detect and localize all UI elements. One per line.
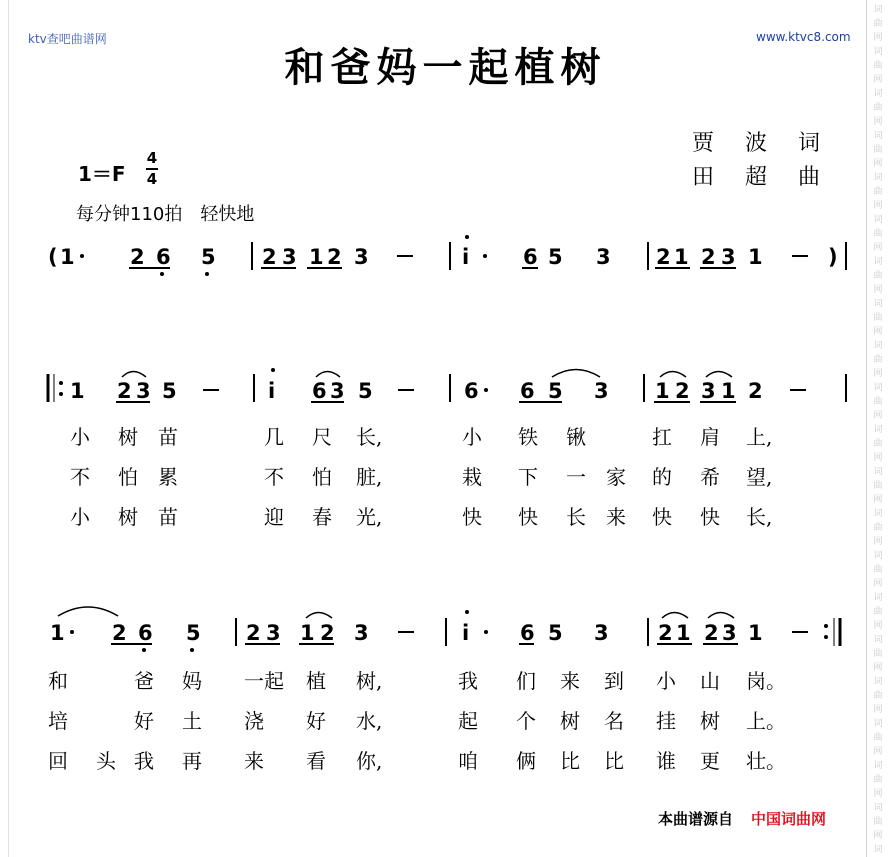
watermark-char: 网: [873, 369, 883, 379]
svg-text:1: 1: [748, 621, 763, 645]
svg-text:1: 1: [676, 621, 691, 645]
watermark-char: 网: [873, 579, 883, 589]
watermark-char: 词: [873, 845, 883, 855]
lyric-syllable: 到: [604, 669, 624, 693]
svg-text:3: 3: [594, 621, 609, 645]
lyric-syllable: 浇: [244, 709, 264, 733]
svg-text:5: 5: [162, 379, 177, 403]
svg-text:5: 5: [548, 245, 563, 269]
lyric-syllable: 希: [700, 465, 720, 489]
watermark-char: 曲: [873, 775, 883, 785]
watermark-char: 曲: [873, 649, 883, 659]
lyric-syllable: 挂: [656, 709, 676, 733]
watermark-char: 曲: [873, 103, 883, 113]
line1-lyrics: [70, 425, 772, 529]
watermark-char: 曲: [873, 565, 883, 575]
lyric-syllable: 我: [134, 749, 154, 773]
svg-text:2: 2: [656, 245, 671, 269]
lyric-syllable: 和: [48, 669, 68, 693]
lyric-syllable: 来: [244, 749, 264, 773]
watermark-char: 词: [873, 677, 883, 687]
line2-lyrics: [48, 669, 786, 773]
svg-text:5: 5: [186, 621, 201, 645]
lyric-syllable: 树: [700, 709, 720, 733]
watermark-char: 词: [873, 299, 883, 309]
watermark-char: 曲: [873, 313, 883, 323]
lyric-syllable: 小: [70, 505, 90, 529]
watermark-char: 词: [873, 761, 883, 771]
svg-text:2: 2: [327, 245, 342, 269]
lyric-syllable: 咱: [458, 749, 478, 773]
svg-text:3: 3: [594, 379, 609, 403]
lyric-syllable: 岗。: [746, 669, 786, 693]
svg-text:2: 2: [658, 621, 673, 645]
watermark-char: 网: [873, 285, 883, 295]
lyric-syllable: 肩: [700, 425, 720, 449]
svg-text:3: 3: [266, 621, 281, 645]
lyric-syllable: 更: [700, 749, 720, 773]
lyric-syllable: 小: [70, 425, 90, 449]
watermark-char: 曲: [873, 355, 883, 365]
lyric-syllable: 一: [566, 465, 586, 489]
lyric-syllable: 们: [516, 669, 536, 693]
intro-staff: [48, 235, 846, 276]
watermark-char: 词: [873, 341, 883, 351]
watermark-char: 网: [873, 243, 883, 253]
svg-text:2: 2: [701, 245, 716, 269]
watermark-char: 词: [873, 383, 883, 393]
svg-text:1: 1: [674, 245, 689, 269]
lyric-syllable: 不: [264, 465, 284, 489]
lyric-syllable: 来: [606, 505, 626, 529]
watermark-char: 曲: [873, 271, 883, 281]
svg-text:3: 3: [354, 621, 369, 645]
watermark-char: 网: [873, 75, 883, 85]
svg-text:6: 6: [312, 379, 327, 403]
svg-text:2: 2: [262, 245, 277, 269]
svg-text:2: 2: [675, 379, 690, 403]
watermark-char: 词: [873, 551, 883, 561]
lyric-syllable: 快: [462, 505, 482, 529]
lyric-syllable: 名: [604, 709, 624, 733]
watermark-char: 词: [873, 803, 883, 813]
lyric-syllable: 树: [560, 709, 580, 733]
watermark-char: 网: [873, 117, 883, 127]
svg-text:6: 6: [138, 621, 153, 645]
svg-text:3: 3: [354, 245, 369, 269]
svg-text:6: 6: [156, 245, 171, 269]
key-signature: 1＝F: [78, 162, 126, 186]
svg-text:6: 6: [464, 379, 479, 403]
lyric-syllable: 累: [158, 465, 178, 489]
svg-text:2: 2: [130, 245, 145, 269]
lyric-syllable: 上,: [746, 425, 773, 449]
watermark-char: 词: [873, 425, 883, 435]
lyric-syllable: 好: [306, 709, 326, 733]
lyric-syllable: 苗: [158, 425, 178, 449]
watermark-char: 网: [873, 495, 883, 505]
svg-text:2: 2: [704, 621, 719, 645]
lyric-syllable: 比: [604, 749, 624, 773]
watermark-char: 词: [873, 5, 883, 15]
svg-text:3: 3: [721, 245, 736, 269]
lyric-syllable: 树: [118, 425, 138, 449]
lyric-syllable: 怕: [312, 465, 332, 489]
lyric-syllable: 好: [134, 709, 154, 733]
site-left-label: ktv查吧曲谱网: [28, 32, 107, 46]
source-footer: [658, 808, 826, 829]
watermark-char: 网: [873, 159, 883, 169]
lyric-syllable: 头: [96, 749, 116, 773]
watermark-char: 词: [873, 635, 883, 645]
watermark-char: 网: [873, 789, 883, 799]
svg-text:6: 6: [520, 621, 535, 645]
lyric-syllable: 不: [70, 465, 90, 489]
lyric-syllable: 小: [656, 669, 676, 693]
lyric-syllable: 迎: [264, 505, 284, 529]
watermark-char: 曲: [873, 229, 883, 239]
lyric-syllable: 下: [518, 465, 538, 489]
time-sig-top: 4: [146, 149, 158, 167]
lyric-syllable: 植: [306, 669, 326, 693]
watermark-char: 网: [873, 33, 883, 43]
svg-text:1: 1: [655, 379, 670, 403]
lyric-syllable: 快: [700, 505, 720, 529]
lyric-syllable: 培: [48, 709, 68, 733]
lyric-syllable: 来: [560, 669, 580, 693]
svg-text:): ): [828, 245, 838, 269]
svg-text:6: 6: [520, 379, 535, 403]
svg-text:6: 6: [523, 245, 538, 269]
lyric-syllable: 上。: [746, 709, 786, 733]
watermark-char: 词: [873, 467, 883, 477]
source-label: 本曲谱源自: [658, 810, 734, 828]
svg-text:3: 3: [330, 379, 345, 403]
watermark-char: 词: [873, 257, 883, 267]
svg-text:1: 1: [721, 379, 736, 403]
line2-staff: [50, 607, 840, 652]
watermark-char: 曲: [873, 481, 883, 491]
lyric-syllable: 树: [118, 505, 138, 529]
svg-text:2: 2: [117, 379, 132, 403]
watermark-char: 曲: [873, 523, 883, 533]
lyric-syllable: 铁: [518, 425, 538, 449]
watermark-char: 曲: [873, 61, 883, 71]
watermark-char: 网: [873, 327, 883, 337]
lyric-syllable: 锹: [566, 425, 586, 449]
lyric-syllable: 壮。: [746, 749, 786, 773]
tempo-marking: 每分钟110拍 轻快地: [76, 204, 255, 225]
watermark-char: 曲: [873, 817, 883, 827]
svg-text:2: 2: [748, 379, 763, 403]
lyric-syllable: 扛: [652, 425, 672, 449]
svg-text:3: 3: [596, 245, 611, 269]
lyric-syllable: 苗: [158, 505, 178, 529]
svg-text:1: 1: [309, 245, 324, 269]
composer-credit: 田 超 曲: [692, 165, 832, 190]
lyric-syllable: 妈: [182, 669, 202, 693]
svg-text:1: 1: [748, 245, 763, 269]
song-title: 和爸妈一起植树: [284, 44, 607, 91]
line1-staff: [48, 368, 846, 403]
watermark-char: 词: [873, 89, 883, 99]
svg-text:i: i: [462, 245, 470, 269]
lyric-syllable: 尺: [312, 425, 332, 449]
svg-text:1: 1: [60, 245, 75, 269]
watermark-char: 曲: [873, 397, 883, 407]
svg-text:5: 5: [358, 379, 373, 403]
lyric-syllable: 光,: [356, 505, 383, 529]
watermark-char: 曲: [873, 691, 883, 701]
lyric-syllable: 俩: [516, 749, 536, 773]
lyric-syllable: 土: [182, 709, 202, 733]
lyric-syllable: 望,: [746, 465, 773, 489]
lyric-syllable: 栽: [462, 465, 482, 489]
svg-text:1: 1: [50, 621, 65, 645]
lyric-syllable: 长: [566, 505, 586, 529]
watermark-char: 词: [873, 173, 883, 183]
lyric-syllable: 再: [182, 749, 202, 773]
lyric-syllable: 你,: [356, 749, 383, 773]
lyric-syllable: 树,: [356, 669, 383, 693]
site-right-url: www.ktvc8.com: [756, 30, 851, 44]
lyric-syllable: 几: [264, 425, 284, 449]
lyric-syllable: 脏,: [356, 465, 383, 489]
lyric-syllable: 看: [306, 749, 326, 773]
watermark-char: 网: [873, 201, 883, 211]
svg-text:5: 5: [548, 621, 563, 645]
svg-text:3: 3: [282, 245, 297, 269]
svg-text:3: 3: [136, 379, 151, 403]
lyric-syllable: 长,: [356, 425, 383, 449]
watermark-char: 曲: [873, 145, 883, 155]
watermark-char: 词: [873, 719, 883, 729]
lyric-syllable: 我: [458, 669, 478, 693]
watermark-char: 曲: [873, 439, 883, 449]
lyric-syllable: 一起: [244, 669, 284, 693]
svg-text:3: 3: [722, 621, 737, 645]
watermark-char: 网: [873, 831, 883, 841]
svg-text:i: i: [268, 379, 276, 403]
lyric-syllable: 回: [48, 749, 68, 773]
svg-text:5: 5: [548, 379, 563, 403]
watermark-char: 网: [873, 663, 883, 673]
watermark-char: 网: [873, 453, 883, 463]
lyric-syllable: 家: [606, 465, 626, 489]
svg-text:3: 3: [701, 379, 716, 403]
svg-text:(: (: [48, 245, 58, 269]
lyric-syllable: 快: [652, 505, 672, 529]
svg-text:2: 2: [320, 621, 335, 645]
lyric-syllable: 水,: [356, 709, 383, 733]
watermark-char: 网: [873, 411, 883, 421]
lyric-syllable: 小: [462, 425, 482, 449]
watermark-char: 词: [873, 593, 883, 603]
watermark-char: 曲: [873, 607, 883, 617]
watermark-char: 词: [873, 509, 883, 519]
lyric-syllable: 长,: [746, 505, 773, 529]
watermark-char: 词: [873, 215, 883, 225]
svg-text:i: i: [462, 621, 470, 645]
lyric-syllable: 个: [516, 709, 536, 733]
watermark-char: 网: [873, 621, 883, 631]
watermark-char: 曲: [873, 733, 883, 743]
lyric-syllable: 谁: [656, 749, 676, 773]
svg-text:2: 2: [112, 621, 127, 645]
watermark-char: 词: [873, 47, 883, 57]
lyric-syllable: 的: [652, 465, 672, 489]
watermark-char: 曲: [873, 187, 883, 197]
watermark-char: 词: [873, 131, 883, 141]
lyric-syllable: 爸: [134, 669, 154, 693]
watermark-char: 曲: [873, 19, 883, 29]
watermark-char: 网: [873, 705, 883, 715]
lyric-syllable: 比: [560, 749, 580, 773]
lyric-syllable: 怕: [118, 465, 138, 489]
svg-text:5: 5: [201, 245, 216, 269]
lyric-syllable: 春: [312, 505, 332, 529]
watermark-char: 网: [873, 747, 883, 757]
svg-text:1: 1: [70, 379, 85, 403]
watermark-char: 网: [873, 537, 883, 547]
lyric-syllable: 快: [518, 505, 538, 529]
lyricist-credit: 贾 波 词: [692, 131, 832, 156]
svg-text:2: 2: [246, 621, 261, 645]
lyric-syllable: 山: [700, 669, 720, 693]
source-site-link[interactable]: 中国词曲网: [751, 810, 827, 828]
time-sig-bottom: 4: [146, 170, 158, 188]
lyric-syllable: 起: [458, 709, 478, 733]
svg-text:1: 1: [300, 621, 315, 645]
